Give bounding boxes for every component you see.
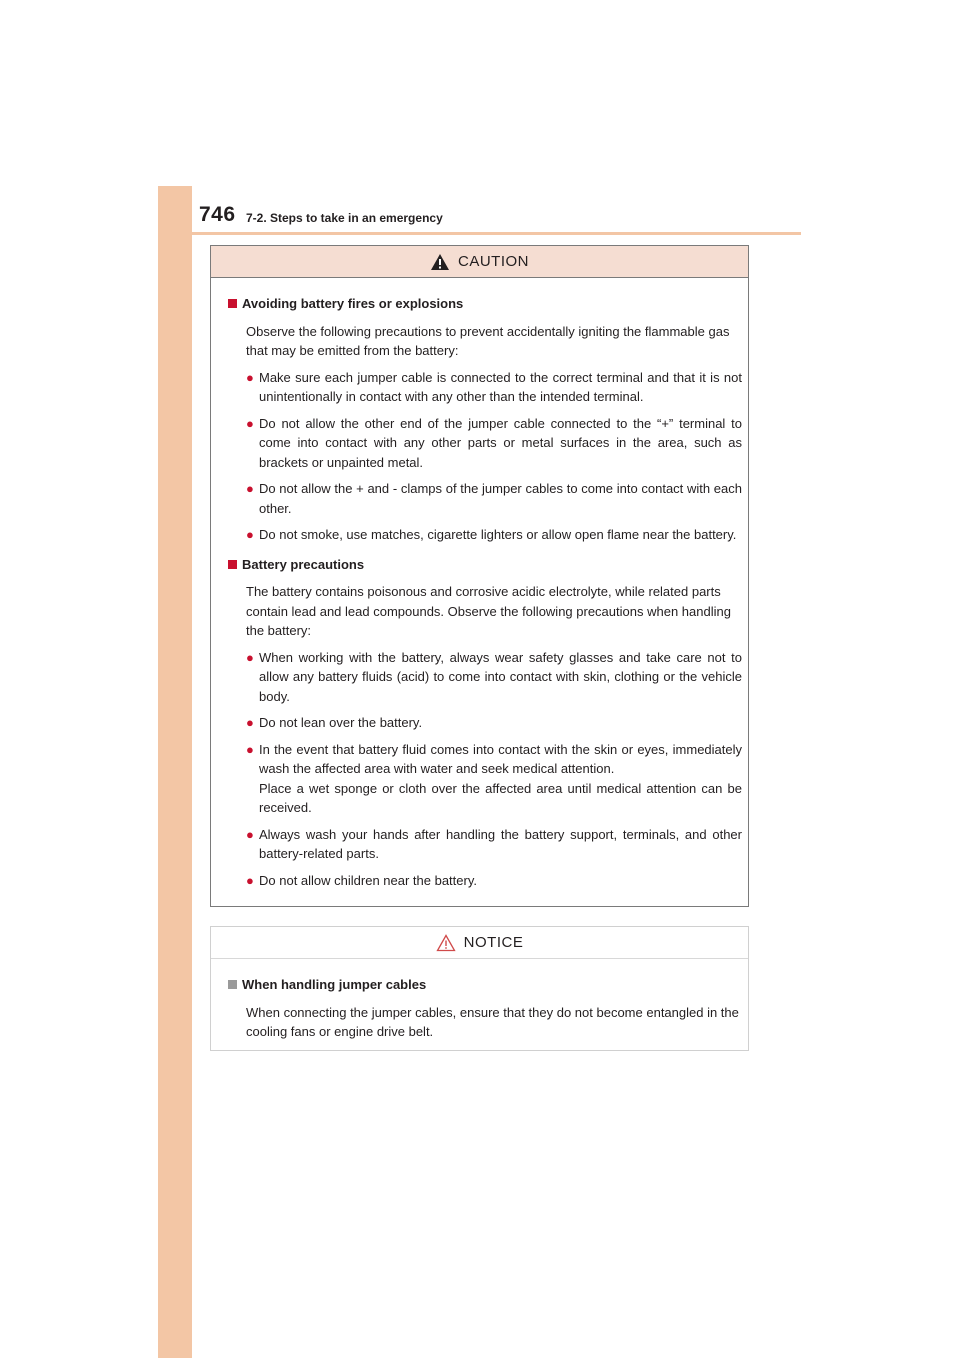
section-heading: Battery precautions: [228, 555, 742, 575]
caution-title: CAUTION: [458, 253, 529, 270]
section-title: 7-2. Steps to take in an emergency: [246, 211, 443, 225]
list-item: ● Do not allow children near the battery.: [246, 871, 742, 891]
list-item: ● In the event that battery fluid comes into contact with the skin or eyes, immediately wash the affected area with water and seek medical attention. Place a wet sponge or cloth over the affected area until medical attention can be received.: [246, 740, 742, 818]
warning-outline-icon: [436, 934, 456, 952]
square-bullet-icon: [228, 560, 237, 569]
list-item: ● Do not smoke, use matches, cigarette lighters or allow open flame near the battery.: [246, 525, 742, 545]
header-rule: [192, 232, 801, 235]
list-item: ● Do not allow the other end of the jumper cable connected to the “+” terminal to come into contact with any other parts or metal surfaces in the area, such as brackets or unpainted metal.: [246, 414, 742, 473]
caution-box: [210, 245, 749, 907]
bullet-dot-icon: ●: [246, 481, 254, 496]
notice-heading: When handling jumper cables: [228, 975, 742, 995]
paragraph: The battery contains poisonous and corrosive acidic electrolyte, while related parts contain lead and lead compounds. Observe the following precautions when handling the battery:: [246, 584, 731, 638]
section-heading: Avoiding battery fires or explosions: [228, 294, 742, 314]
caution-header: [211, 246, 748, 278]
notice-header: [211, 927, 748, 959]
square-bullet-icon: [228, 980, 237, 989]
bullet-dot-icon: ●: [246, 369, 254, 385]
notice-title: NOTICE: [463, 934, 524, 951]
bullet-dot-icon: ●: [246, 715, 254, 730]
page-number: 746: [199, 203, 236, 226]
list-item: ● Do not lean over the battery.: [246, 713, 742, 733]
caution-body: [211, 278, 748, 890]
list-item: ● Make sure each jumper cable is connected to the correct terminal and that it is not unintentionally in contact with any other than the intended terminal.: [246, 368, 742, 407]
paragraph: Observe the following precautions to prevent accidentally igniting the flammable gas that may be emitted from the battery:: [246, 323, 730, 358]
square-bullet-icon: [228, 299, 237, 308]
notice-body: [211, 959, 748, 1042]
paragraph: When connecting the jumper cables, ensure that they do not become entangled in the cooling fans or engine drive belt.: [246, 1004, 739, 1039]
bullet-dot-icon: ●: [246, 872, 254, 888]
list-item: ● Always wash your hands after handling the battery support, terminals, and other battery-related parts.: [246, 825, 742, 864]
bullet-dot-icon: ●: [246, 527, 254, 542]
bullet-dot-icon: ●: [246, 649, 254, 665]
list-item: ● Do not allow the + and - clamps of the jumper cables to come into contact with each other.: [246, 479, 742, 518]
notice-box: [210, 926, 749, 1051]
bullet-dot-icon: ●: [246, 741, 254, 757]
warning-triangle-icon: [430, 253, 450, 271]
side-tab-strip: [158, 186, 192, 1358]
bullet-dot-icon: ●: [246, 826, 254, 842]
list-item: ● When working with the battery, always wear safety glasses and take care not to allow any battery fluids (acid) to come into contact with skin, clothing or the vehicle body.: [246, 648, 742, 707]
bullet-dot-icon: ●: [246, 415, 254, 431]
